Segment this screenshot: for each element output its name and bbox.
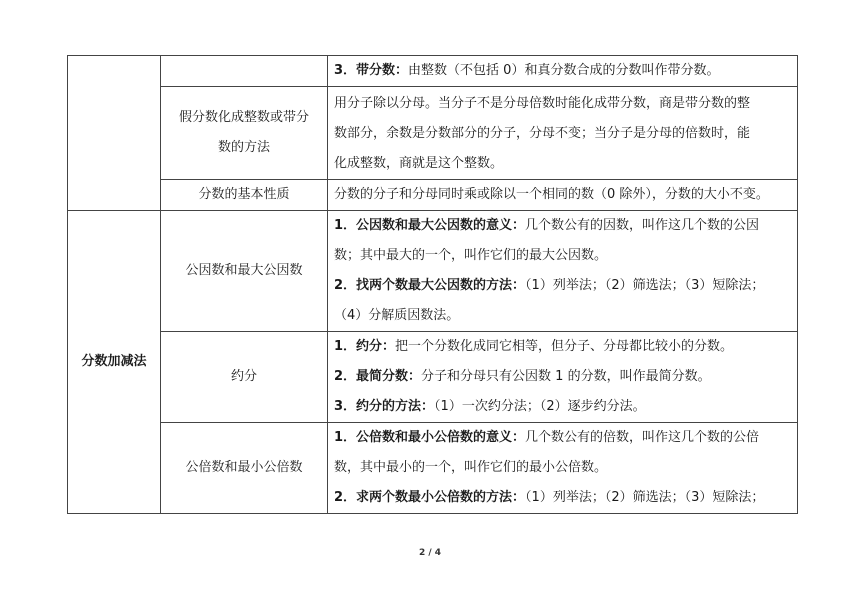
category-cell-empty [68, 56, 161, 211]
bold-term: 1．约分： [334, 339, 396, 354]
content-text: 分子和分母只有公因数 1 的分数，叫作最简分数。 [421, 369, 711, 384]
content-text: 几个数公有的倍数，叫作这几个数的公倍 [525, 430, 760, 445]
topic-line: 假分数化成整数或带分 [178, 110, 309, 125]
bold-term: 3．约分的方法： [334, 399, 435, 414]
content-cell [328, 56, 798, 87]
table-row [68, 56, 798, 87]
content-line [334, 211, 791, 241]
bold-term: 2．最简分数： [334, 369, 422, 384]
topic-line: 数的方法 [217, 140, 270, 155]
content-line: 化成整数，商就是这个整数。 [334, 156, 504, 171]
category-cell: 分数加减法 [68, 211, 161, 514]
table-row [68, 180, 798, 211]
table-row [68, 332, 798, 423]
page-number: 2 / 4 [418, 548, 442, 558]
content-line: 分数的分子和分母同时乘或除以一个相同的数（0 除外），分数的大小不变。 [334, 187, 769, 202]
content-line [334, 483, 791, 513]
content-text: 把一个分数化成同它相等，但分子、分母都比较小的分数。 [395, 339, 734, 354]
topic-cell: 分数的基本性质 [161, 180, 328, 211]
content-text: 几个数公有的因数，叫作这几个数的公因 [525, 218, 760, 233]
knowledge-table [67, 55, 798, 514]
topic-cell-empty [161, 56, 328, 87]
content-line [334, 332, 791, 362]
content-line [334, 362, 791, 392]
content-cell [328, 423, 798, 514]
table-row [68, 423, 798, 514]
content-line: （4）分解质因数法。 [334, 308, 460, 323]
content-line: 用分子除以分母。当分子不是分母倍数时能化成带分数，商是带分数的整 [334, 96, 751, 111]
table-row [68, 211, 798, 332]
content-line: 数部分，余数是分数部分的分子，分母不变；当分子是分母的倍数时，能 [334, 126, 751, 141]
content-line [334, 271, 791, 301]
bold-term: 3．带分数： [334, 63, 409, 78]
content-line [334, 423, 791, 453]
content-line [334, 56, 791, 86]
content-cell [328, 87, 798, 180]
content-line [334, 392, 791, 422]
content-text: （1）列举法；（2）筛选法；（3）短除法； [525, 490, 765, 505]
topic-cell: 公倍数和最小公倍数 [161, 423, 328, 514]
topic-cell: 约分 [161, 332, 328, 423]
content-line: 数，其中最小的一个，叫作它们的最小公倍数。 [334, 460, 608, 475]
topic-cell: 公因数和最大公因数 [161, 211, 328, 332]
content-cell [328, 180, 798, 211]
bold-term: 1．公因数和最大公因数的意义： [334, 218, 526, 233]
topic-cell [161, 87, 328, 180]
bold-term: 2．找两个数最大公因数的方法： [334, 278, 526, 293]
content-line: 数；其中最大的一个，叫作它们的最大公因数。 [334, 248, 608, 263]
content-text: （1）一次约分法；（2）逐步约分法。 [434, 399, 646, 414]
content-text: （1）列举法；（2）筛选法；（3）短除法； [525, 278, 765, 293]
content-cell [328, 211, 798, 332]
table-row [68, 87, 798, 180]
bold-term: 2．求两个数最小公倍数的方法： [334, 490, 526, 505]
content-cell [328, 332, 798, 423]
bold-term: 1．公倍数和最小公倍数的意义： [334, 430, 526, 445]
content-text: 由整数（不包括 0）和真分数合成的分数叫作带分数。 [408, 63, 720, 78]
